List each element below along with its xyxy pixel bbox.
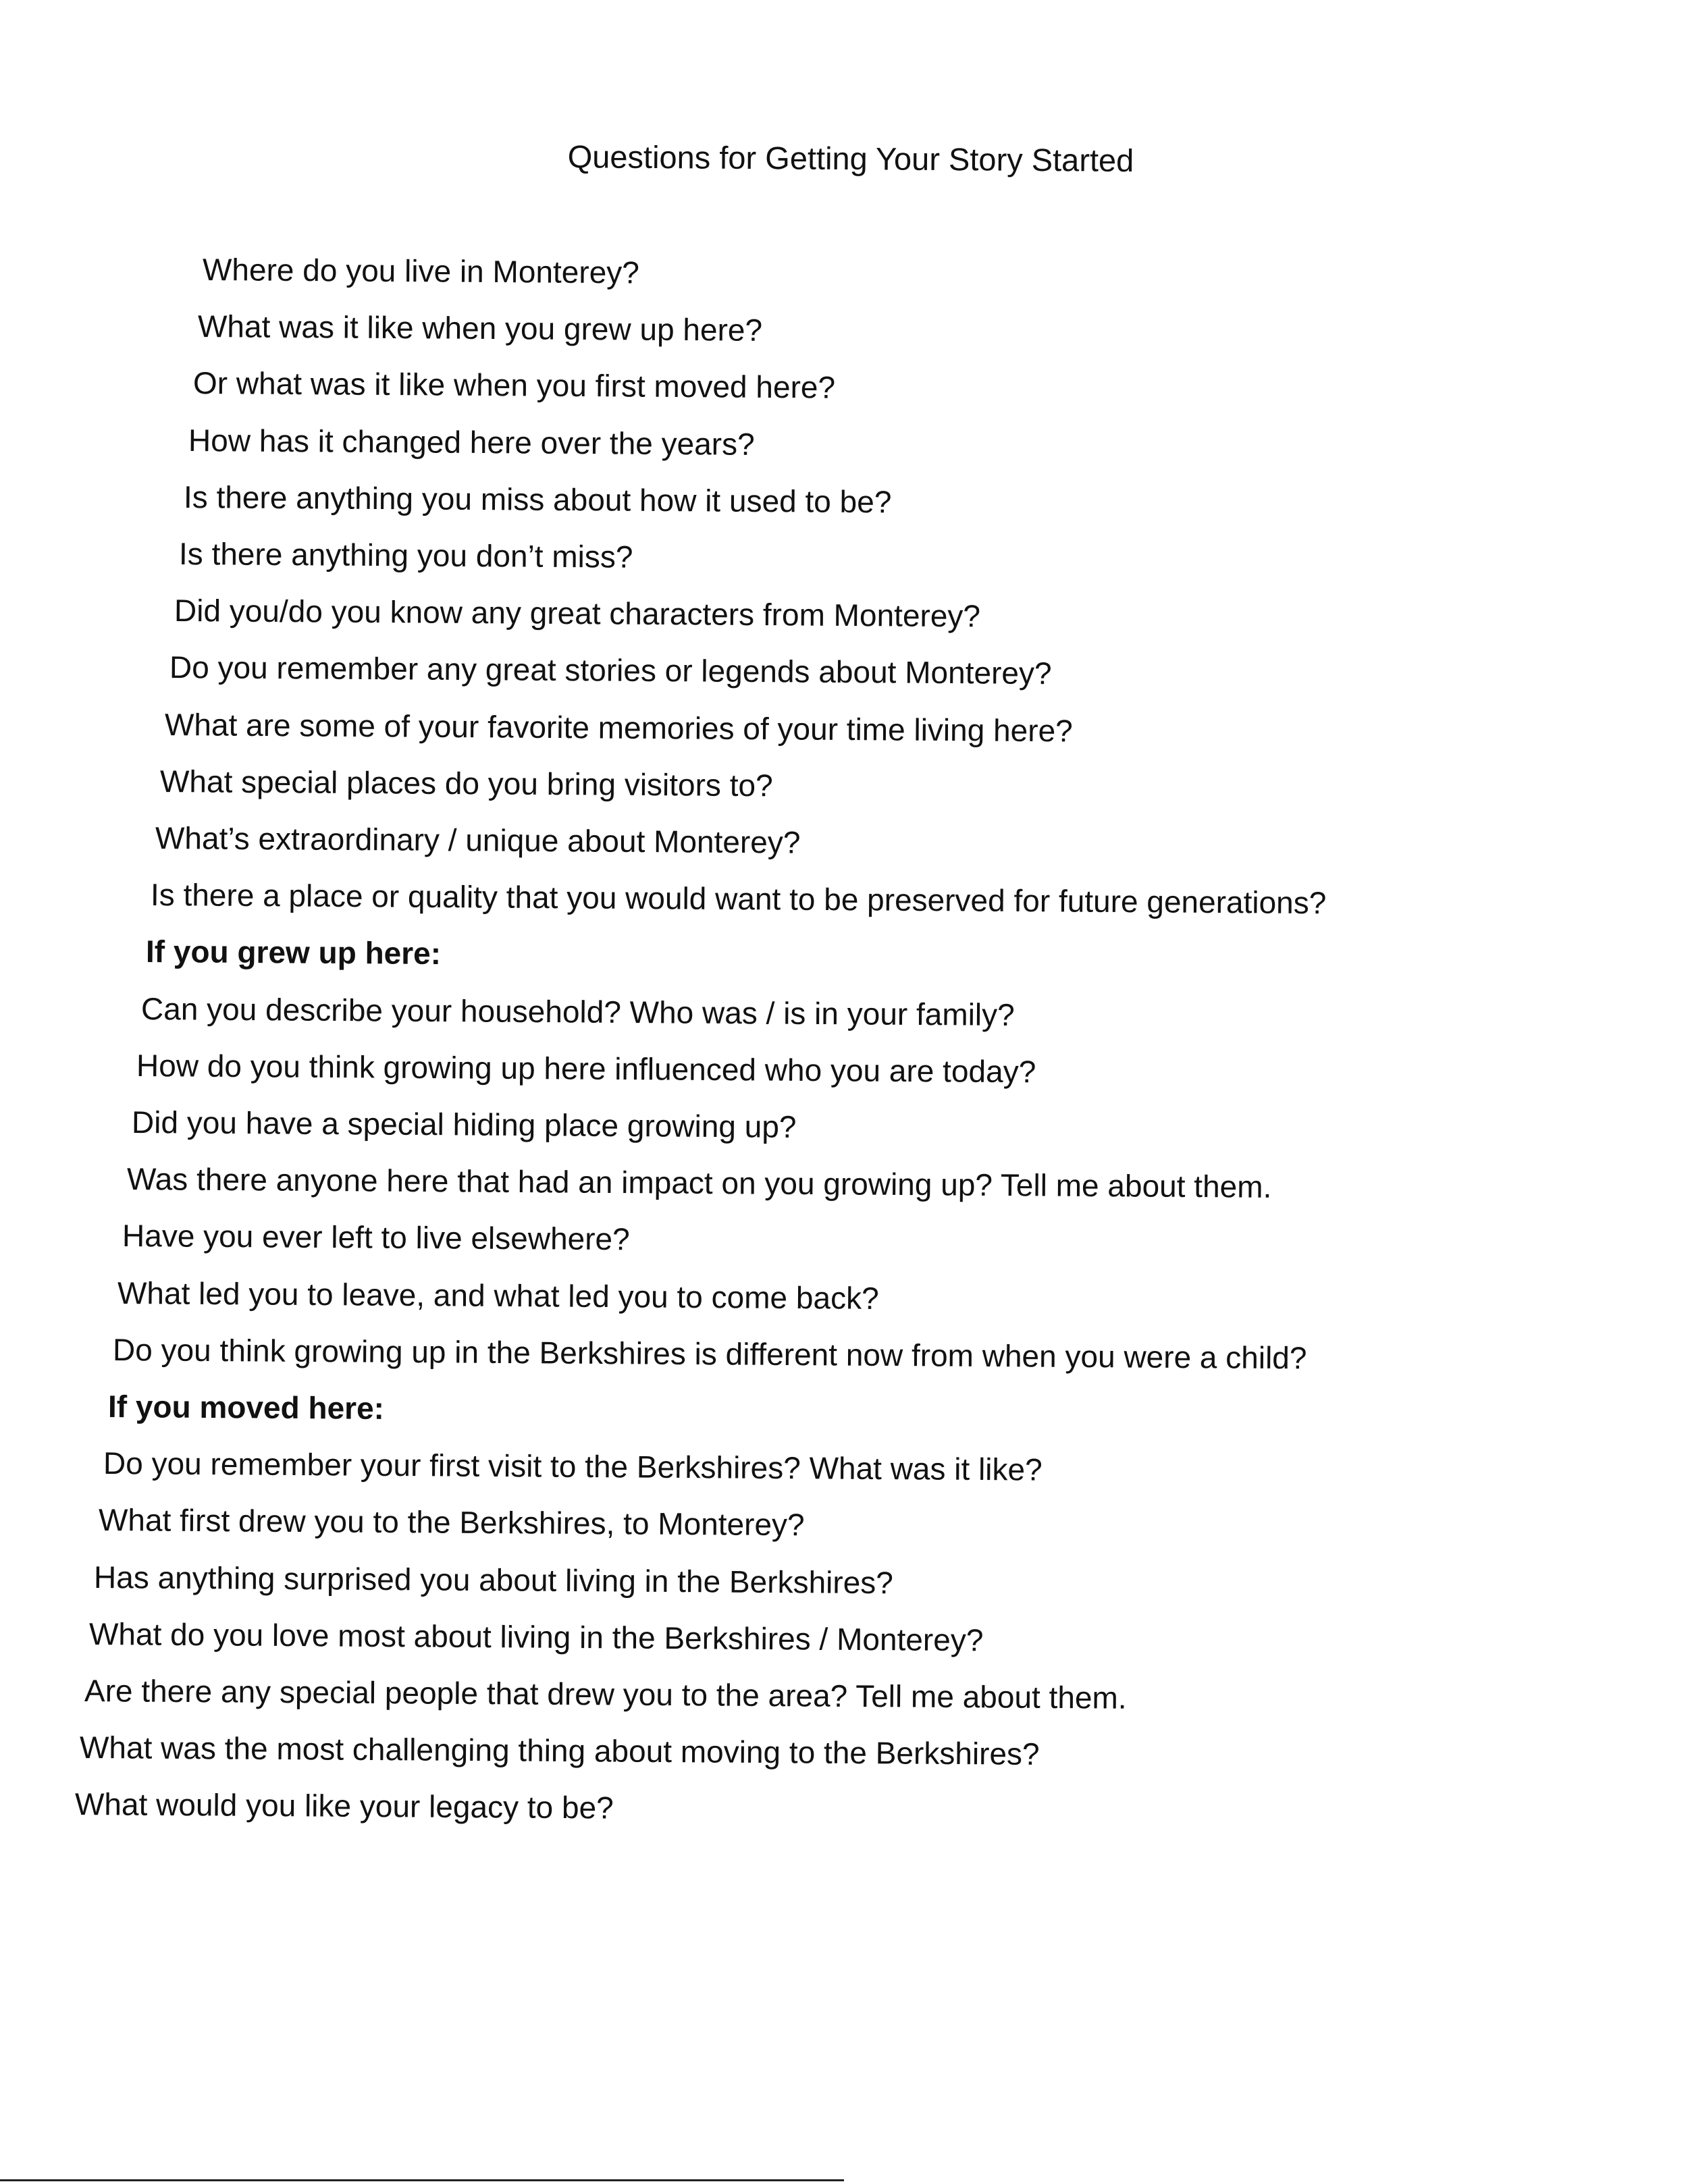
question-line: Can you describe your household? Who was / is in your family? [140, 991, 1015, 1033]
question-line: Is there a place or quality that you would want to be preserved for future generations? [150, 877, 1327, 921]
question-line: What special places do you bring visitors to? [159, 764, 773, 803]
question-line: Do you remember any great stories or legends about Monterey? [169, 649, 1052, 691]
question-line: What led you to leave, and what led you to come back? [117, 1275, 879, 1316]
question-line: Did you/do you know any great characters from Monterey? [174, 593, 981, 634]
question-line: Is there anything you miss about how it used to be? [183, 479, 892, 520]
question-line: How do you think growing up here influenced who you are today? [136, 1048, 1036, 1090]
question-line: What first drew you to the Berkshires, to Monterey? [98, 1502, 805, 1543]
question-line: Did you have a special hiding place growing up? [131, 1104, 797, 1144]
question-line: Is there anything you don’t miss? [178, 536, 633, 575]
question-line: Or what was it like when you first moved here? [192, 365, 836, 405]
question-line: Have you ever left to live elsewhere? [122, 1218, 630, 1257]
question-line: Was there anyone here that had an impact on you growing up? Tell me about them. [126, 1161, 1272, 1204]
section-heading: If you grew up here: [145, 934, 442, 971]
question-line: Do you remember your first visit to the Berkshires? What was it like? [103, 1445, 1043, 1487]
question-line: What was it like when you grew up here? [197, 309, 763, 348]
bottom-rule [0, 2179, 844, 2181]
question-line: Do you think growing up in the Berkshires is different now from when you were a child? [112, 1332, 1307, 1376]
question-line: Has anything surprised you about living in the Berkshires? [93, 1560, 894, 1601]
question-line: How has it changed here over the years? [188, 423, 755, 462]
question-line: Where do you live in Monterey? [202, 252, 640, 290]
question-line: What would you like your legacy to be? [74, 1786, 614, 1826]
document-title: Questions for Getting Your Story Started [567, 138, 1134, 178]
question-line: What was the most challenging thing about moving to the Berkshires? [79, 1730, 1040, 1772]
question-line: Are there any special people that drew you to the area? Tell me about them. [84, 1673, 1127, 1715]
section-heading: If you moved here: [107, 1389, 385, 1426]
question-line: What’s extraordinary / unique about Monterey? [155, 820, 801, 860]
question-line: What do you love most about living in the Berkshires / Monterey? [88, 1616, 984, 1658]
question-line: What are some of your favorite memories of your time living here? [164, 707, 1073, 749]
